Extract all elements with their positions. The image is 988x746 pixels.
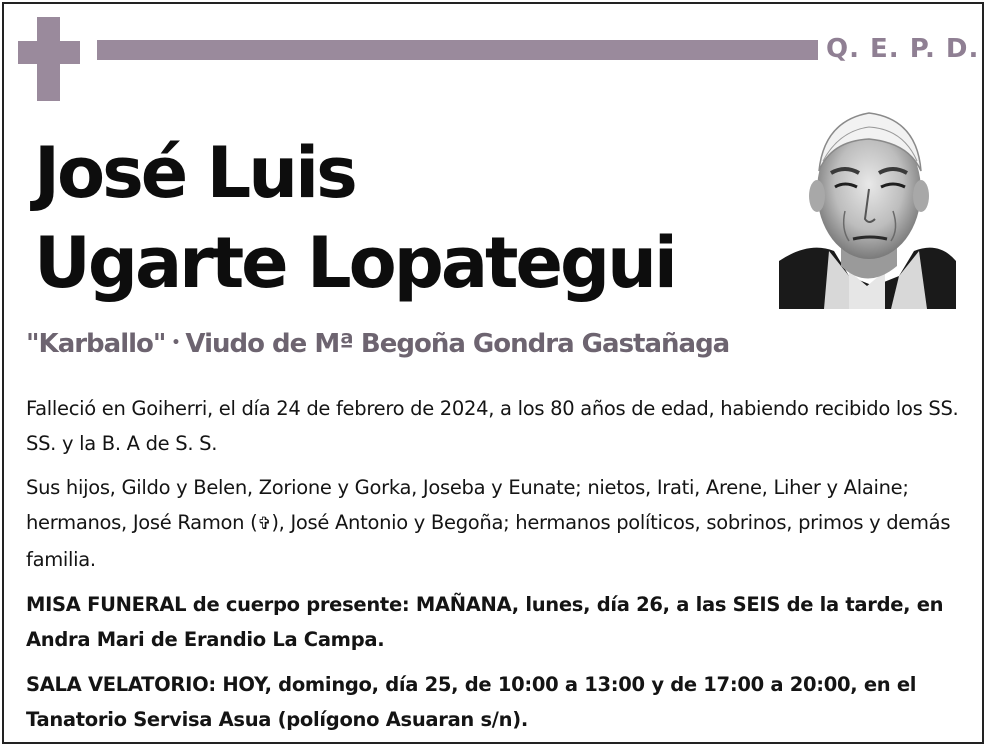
death-paragraph: Falleció en Goiherri, el día 24 de febrero de 2024, a los 80 años de edad, habiendo recibido los SS. SS. y la B. A de S. S. xyxy=(26,397,959,455)
subtitle xyxy=(26,329,729,359)
deceased-name xyxy=(34,128,675,308)
qepd-label: Q. E. P. D. xyxy=(826,34,980,64)
header-bar xyxy=(97,40,818,60)
family-paragraph xyxy=(26,470,966,577)
spouse-line: Viudo de Mª Begoña Gondra Gastañaga xyxy=(185,329,730,359)
name-line-1: José Luis xyxy=(34,132,355,214)
nickname: "Karballo" xyxy=(26,329,166,359)
deceased-portrait xyxy=(779,101,956,309)
latin-cross-icon xyxy=(18,17,80,101)
portrait-image xyxy=(779,101,956,309)
family-text-end: ), José Antonio y Begoña; hermanos políticos, sobrinos, primos y demás familia. xyxy=(26,511,951,571)
name-line-2: Ugarte Lopategui xyxy=(34,222,675,304)
cross-icon: ✞ xyxy=(257,514,272,534)
family-text-start: Sus hijos, Gildo y Belen, Zorione y Gorka, Joseba y Eunate; nietos, Irati, Arene, Liher y Alaine; hermanos, José Ramon ( xyxy=(26,476,909,534)
funeral-paragraph: MISA FUNERAL de cuerpo presente: MAÑANA, lunes, día 26, a las SEIS de la tarde, en Andra Mari de Erandio La Campa. xyxy=(26,593,944,651)
wake-paragraph: SALA VELATORIO: HOY, domingo, día 25, de 10:00 a 13:00 y de 17:00 a 20:00, en el Tanatorio Servisa Asua (polígono Asuaran s/n). xyxy=(26,673,917,731)
separator-diamond-icon: • xyxy=(171,335,180,351)
